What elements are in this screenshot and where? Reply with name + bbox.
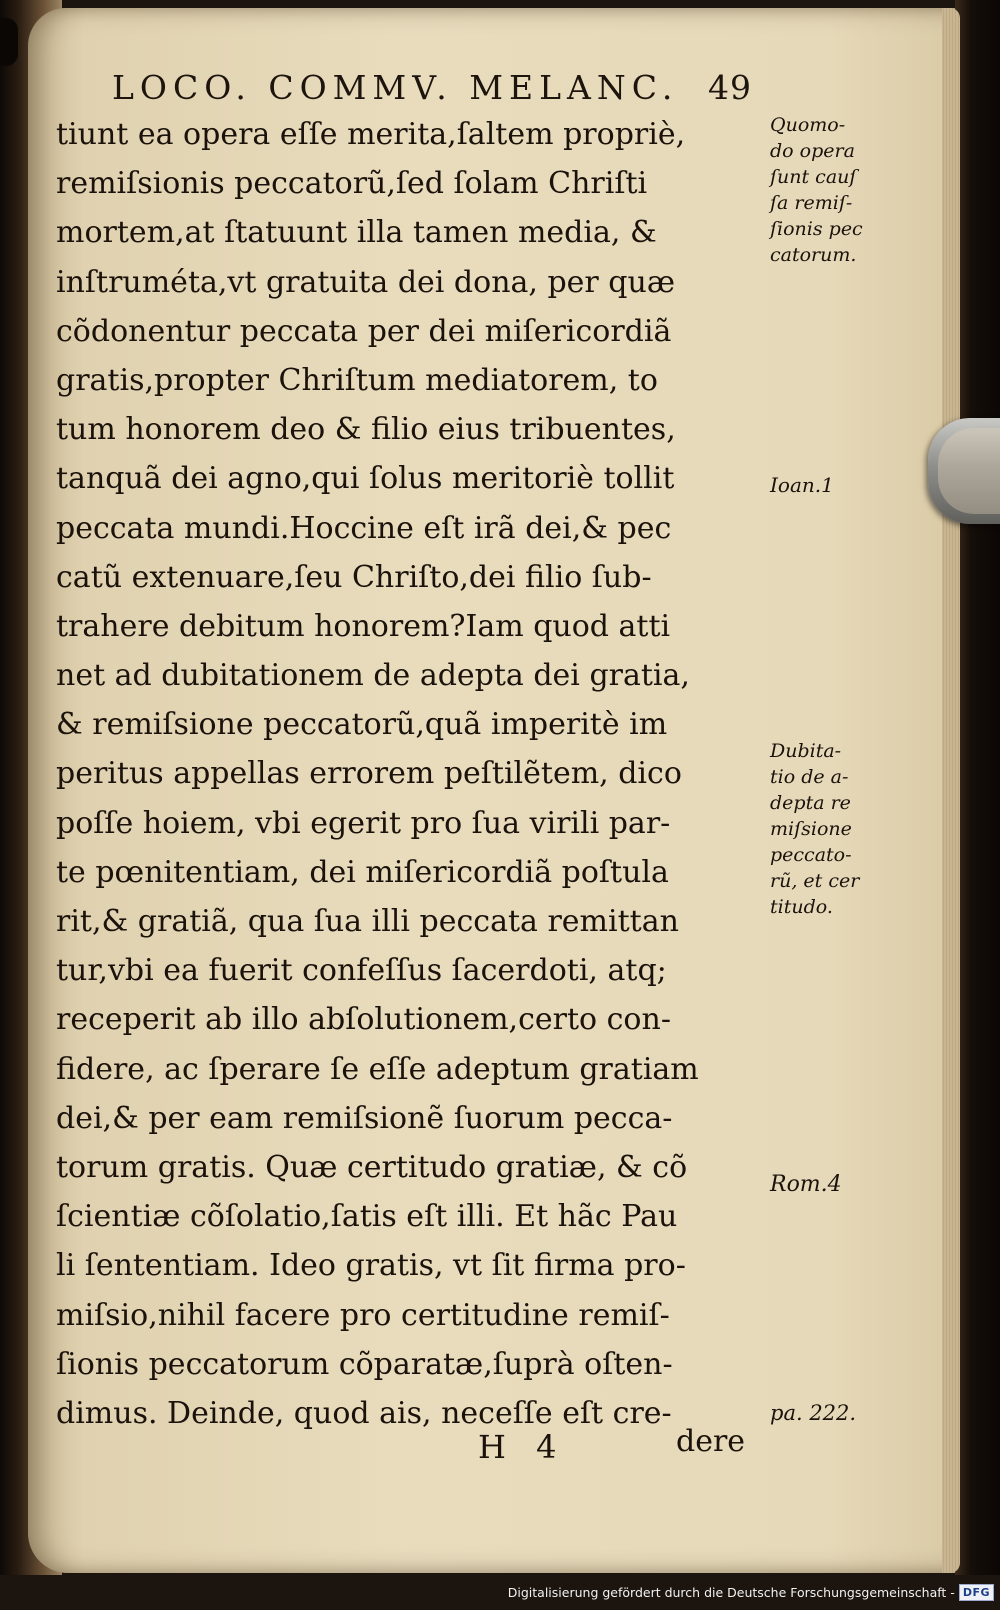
marginal-note-line: Ioan.1 [770, 473, 834, 497]
marginal-note-line: do opera [770, 140, 855, 162]
page-clip [928, 418, 1000, 524]
digitization-credit [508, 1580, 994, 1604]
text-line: receperit ab illo abſolutionem,certo con- [56, 1002, 671, 1038]
text-line: rit,& gratiã, qua ſua illi peccata remittan [56, 904, 679, 939]
marginal-note-line: ſunt cauſ [770, 166, 857, 188]
text-line: mortem,at ſtatuunt illa tamen media, & [56, 215, 657, 251]
catchword: dere [676, 1424, 746, 1459]
text-line: tiunt ea opera eſſe merita,ſaltem propriè, [56, 117, 686, 152]
text-line: peritus appellas errorem peſtilẽtem, dico [56, 756, 682, 792]
text-line: fidere, ac ſperare ſe eſſe adeptum gratiam [56, 1051, 699, 1087]
running-head-title: LOCO. COMMV. MELANC. [112, 68, 679, 107]
text-line: ſcientiæ cõſolatio,ſatis eſt illi. Et hãc Pau [56, 1199, 678, 1235]
marginal-note-rom [770, 1172, 890, 1198]
text-line: inſtruméta,vt gratuita dei dona, per quæ [56, 264, 676, 300]
marginal-note-quomodo [770, 112, 890, 268]
text-line: cõdonentur peccata per dei miſericordiã [56, 313, 672, 349]
marginal-note-dubitatio [770, 738, 890, 920]
marginal-note-page-ref [770, 1400, 890, 1426]
marginal-note-line: rũ, et cer [770, 870, 860, 892]
text-line: poſſe hoiem, vbi egerit pro ſua virili par- [56, 805, 671, 841]
text-line: tum honorem deo & filio eius tribuentes, [56, 412, 676, 448]
marginal-note-line: miſsione [770, 818, 852, 840]
running-head [112, 68, 752, 108]
text-line: li ſententiam. Ideo gratis, vt ſit firma pro- [56, 1248, 686, 1284]
page-edges [942, 8, 960, 1573]
text-line: torum gratis. Quæ certitudo gratiæ, & cõ [56, 1149, 688, 1185]
marginal-note-line: Rom.4 [770, 1172, 842, 1197]
marginal-note-line: peccato- [770, 844, 852, 866]
marginal-note-line: ſionis pec [770, 218, 863, 240]
dfg-logo-icon: DFG [959, 1584, 994, 1601]
text-line: catũ extenuare,ſeu Chriſto,dei filio ſub- [56, 559, 652, 595]
text-line: tanquã dei agno,qui ſolus meritoriè tollit [56, 461, 675, 497]
marginal-note-line: titudo. [770, 896, 833, 918]
text-line: ſionis peccatorum cõparatæ,ſuprà oſten- [56, 1346, 673, 1382]
marginal-note-line: depta re [770, 792, 851, 814]
text-line: gratis,propter Chriſtum mediatorem, to [56, 362, 658, 398]
signature-mark: H 4 [478, 1428, 567, 1466]
text-line: trahere debitum honorem?Iam quod atti [56, 608, 671, 644]
text-line: net ad dubitationem de adepta dei gratia, [56, 658, 690, 694]
text-line: dei,& per eam remiſsionẽ ſuorum pecca- [56, 1100, 673, 1136]
scan-clip-left [0, 18, 18, 66]
marginal-note-line: catorum. [770, 244, 857, 266]
credit-text: Digitalisierung gefördert durch die Deutsche Forschungsgemeinschaft - [507, 1584, 955, 1600]
marginal-note-ioan [770, 472, 890, 498]
marginal-note-line: Quomo- [770, 114, 846, 136]
page-number: 49 [708, 68, 752, 107]
marginal-note-line: pa. 222. [770, 1401, 857, 1425]
text-line: te pœnitentiam, dei miſericordiã poſtula [56, 854, 669, 890]
body-text [56, 110, 756, 1438]
text-line: miſsio,nihil facere pro certitudine remiſ- [56, 1297, 670, 1333]
text-line: tur,vbi ea fuerit confeſſus ſacerdoti, atq; [56, 953, 667, 989]
text-line: remiſsionis peccatorũ,ſed ſolam Chriſti [56, 166, 648, 202]
scan-background-right [955, 0, 1000, 1575]
text-line: dimus. Deinde, quod ais, neceſſe eſt cre- [56, 1395, 672, 1431]
text-line: peccata mundi.Hoccine eſt irã dei,& pec [56, 510, 672, 546]
marginal-note-line: tio de a- [770, 766, 849, 788]
text-line: & remiſsione peccatorũ,quã imperitè im [56, 707, 668, 743]
marginal-note-line: ſa remiſ- [770, 192, 853, 214]
marginal-note-line: Dubita- [770, 740, 842, 762]
